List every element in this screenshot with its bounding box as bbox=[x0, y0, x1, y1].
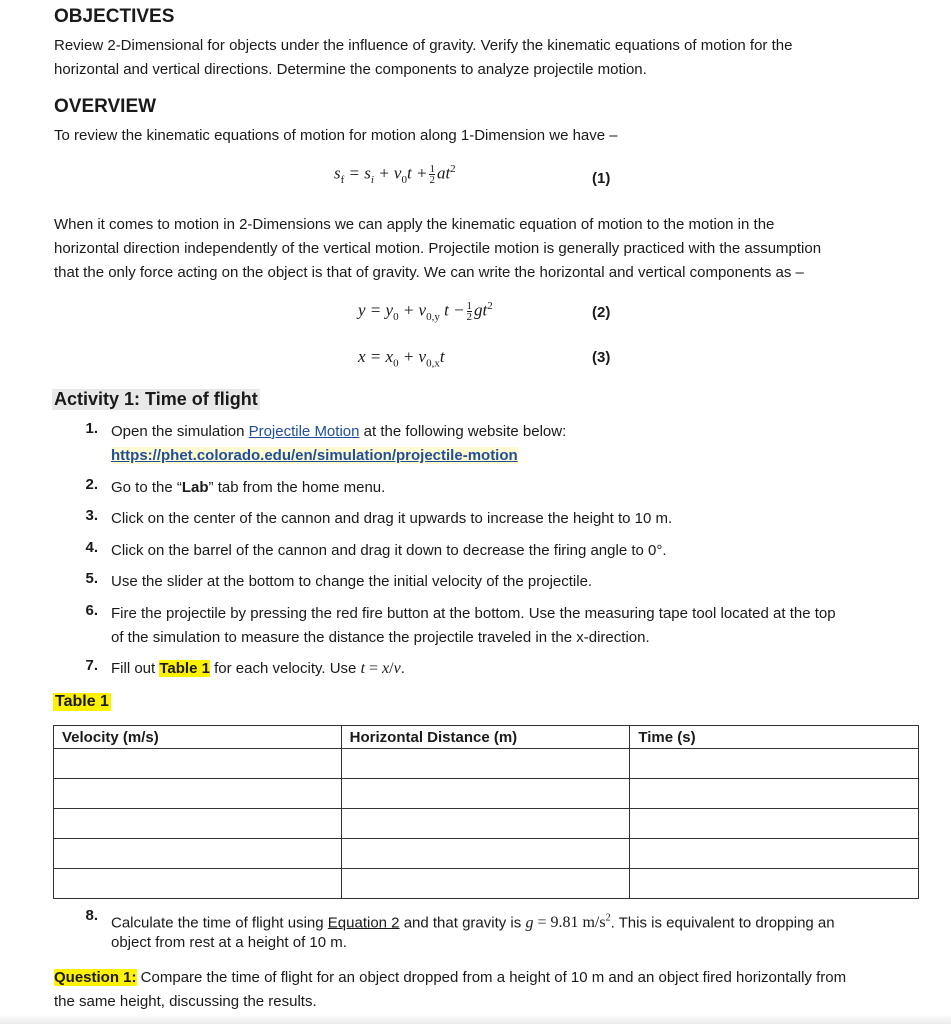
table-cell[interactable] bbox=[630, 869, 919, 899]
step-8-number: 8. bbox=[85, 907, 98, 924]
step-8-line-2: object from rest at a height of 10 m. bbox=[111, 934, 347, 951]
table-cell[interactable] bbox=[54, 869, 342, 899]
step-7-post: for each velocity. Use bbox=[209, 660, 361, 677]
table-row bbox=[54, 779, 919, 809]
step-2-pre: Go to the “ bbox=[111, 479, 182, 496]
step-1-pre: Open the simulation bbox=[111, 423, 249, 440]
question-1-text: Compare the time of flight for an object dropped from a height of 10 m and an object fired horizontally from bbox=[136, 969, 847, 986]
equation-2-reference[interactable]: Equation 2 bbox=[327, 914, 400, 932]
overview-heading: OVERVIEW bbox=[54, 96, 157, 117]
table-cell[interactable] bbox=[630, 809, 919, 839]
table-row bbox=[54, 749, 919, 779]
step-6-line-1: Fire the projectile by pressing the red fire button at the bottom. Use the measuring tape tool located at the top bbox=[111, 605, 836, 622]
velocity-table bbox=[53, 725, 919, 899]
step-6-line-2: of the simulation to measure the distance the projectile traveled in the x-direction. bbox=[111, 629, 650, 646]
time-formula: t = x/v bbox=[360, 660, 401, 677]
step-6-number: 6. bbox=[85, 602, 98, 619]
phet-url-link[interactable]: https://phet.colorado.edu/en/simulation/projectile-motion bbox=[111, 447, 518, 464]
equation-3: $x = x_0 + v_{0,x}t$ bbox=[358, 347, 445, 370]
header-time: Time (s) bbox=[630, 726, 919, 749]
table-1-reference: Table 1 bbox=[159, 660, 210, 677]
table-cell[interactable] bbox=[341, 839, 630, 869]
overview-para-line-3: that the only force acting on the object is that of gravity. We can write the horizontal and vertical components as – bbox=[54, 264, 804, 281]
step-1-number: 1. bbox=[85, 420, 98, 437]
overview-para-line-2: horizontal direction independently of the vertical motion. Projectile motion is generally practiced with the assumption bbox=[54, 240, 822, 257]
question-1-line-1 bbox=[54, 966, 914, 990]
step-1-url-line bbox=[111, 444, 518, 468]
activity-title: Activity 1: Time of flight bbox=[54, 389, 258, 409]
overview-para-line-1: When it comes to motion in 2-Dimensions we can apply the kinematic equation of motion to the motion in the bbox=[54, 216, 775, 233]
step-5-text: Use the slider at the bottom to change the initial velocity of the projectile. bbox=[111, 573, 593, 590]
equation-2-number: (2) bbox=[592, 304, 611, 321]
step-3-text: Click on the center of the cannon and drag it upwards to increase the height to 10 m. bbox=[111, 510, 673, 527]
step-2-number: 2. bbox=[85, 476, 98, 493]
equation-3-number: (3) bbox=[592, 349, 611, 366]
table-row bbox=[54, 809, 919, 839]
table-cell[interactable] bbox=[341, 779, 630, 809]
step-8-post: . This is equivalent to dropping an bbox=[610, 914, 835, 932]
table-cell[interactable] bbox=[341, 809, 630, 839]
header-velocity: Velocity (m/s) bbox=[54, 726, 342, 749]
question-1-line-2: the same height, discussing the results. bbox=[54, 993, 317, 1010]
table-row bbox=[54, 839, 919, 869]
table-cell[interactable] bbox=[341, 749, 630, 779]
question-1-label: Question 1: bbox=[54, 969, 137, 986]
objectives-line-2: horizontal and vertical directions. Determine the components to analyze projectile motion. bbox=[54, 61, 647, 78]
gravity-value: g = 9.81 $m/s^2$ bbox=[525, 913, 611, 932]
step-4-number: 4. bbox=[85, 539, 98, 556]
step-5-number: 5. bbox=[85, 570, 98, 587]
page-bottom-edge bbox=[0, 1014, 951, 1024]
step-7-number: 7. bbox=[85, 657, 98, 674]
table-cell[interactable] bbox=[54, 839, 342, 869]
step-2-post: ” tab from the home menu. bbox=[208, 479, 386, 496]
step-8-pre: Calculate the time of flight using bbox=[111, 914, 328, 932]
lab-tab-name: Lab bbox=[181, 479, 209, 496]
objectives-heading: OBJECTIVES bbox=[54, 6, 175, 27]
step-1-post: at the following website below: bbox=[359, 423, 567, 440]
step-7-text: Fill out Table 1 for each velocity. Use t = x/v. bbox=[111, 660, 405, 677]
equation-1-number: (1) bbox=[592, 170, 611, 187]
step-8-mid: and that gravity is bbox=[399, 914, 526, 932]
header-distance: Horizontal Distance (m) bbox=[341, 726, 630, 749]
table-cell[interactable] bbox=[54, 809, 342, 839]
table-cell[interactable] bbox=[54, 749, 342, 779]
objectives-line-1: Review 2-Dimensional for objects under the influence of gravity. Verify the kinematic equations of motion for the bbox=[54, 37, 793, 54]
step-1-text bbox=[111, 420, 921, 444]
table-caption: Table 1 bbox=[55, 693, 109, 710]
table-cell[interactable] bbox=[630, 779, 919, 809]
table-cell[interactable] bbox=[630, 749, 919, 779]
step-7-pre: Fill out bbox=[111, 660, 160, 677]
equation-1: $s_f = s_i + v_0t$ + $\frac{1}{2}$ $at^2$ bbox=[334, 163, 456, 187]
step-2-text bbox=[111, 476, 921, 500]
table-cell[interactable] bbox=[630, 839, 919, 869]
projectile-motion-link[interactable]: Projectile Motion bbox=[248, 423, 360, 440]
table-row bbox=[54, 869, 919, 899]
table-cell[interactable] bbox=[341, 869, 630, 899]
table-header-row bbox=[54, 726, 919, 749]
step-3-number: 3. bbox=[85, 507, 98, 524]
overview-intro: To review the kinematic equations of motion for motion along 1-Dimension we have – bbox=[54, 127, 618, 144]
table-cell[interactable] bbox=[54, 779, 342, 809]
step-4-text: Click on the barrel of the cannon and drag it down to decrease the firing angle to 0°. bbox=[111, 542, 667, 559]
equation-2: $y = y_0 + v_{0,y}$ t − $\frac{1}{2}$ $gt^2$ bbox=[358, 300, 493, 324]
